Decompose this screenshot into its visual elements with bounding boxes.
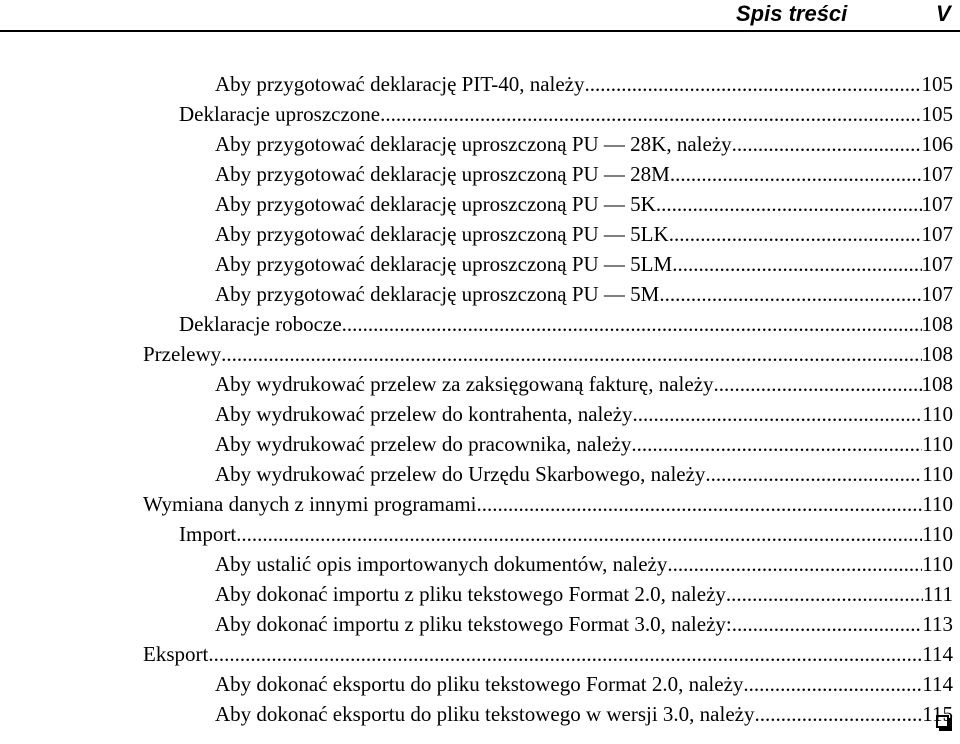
toc-entry[interactable] — [215, 189, 953, 219]
toc-entry[interactable] — [179, 519, 953, 549]
toc-entry[interactable] — [215, 279, 953, 309]
toc-entry[interactable] — [179, 99, 953, 129]
toc-entry-page-number: 108 — [921, 372, 953, 396]
toc-entry-title: Aby dokonać importu z pliku tekstowego Format 2.0, należy — [215, 582, 726, 606]
toc-entry-title: Aby przygotować deklarację uproszczoną PU — 5M — [215, 282, 660, 306]
toc-entry[interactable] — [215, 399, 953, 429]
toc-entry[interactable] — [215, 429, 953, 459]
toc-dot-leader — [236, 519, 922, 549]
toc-dot-leader — [669, 219, 922, 249]
toc-entry-page-number: 107 — [921, 162, 953, 186]
toc-entry-page-number: 110 — [922, 402, 953, 426]
toc-entry[interactable] — [215, 249, 953, 279]
toc-dot-leader — [633, 399, 923, 429]
toc-dot-leader — [342, 309, 922, 339]
toc-dot-leader — [754, 699, 922, 729]
toc-entry-page-number: 113 — [922, 612, 953, 636]
toc-entry-title: Aby wydrukować przelew do Urzędu Skarbowego, należy — [215, 462, 706, 486]
toc-dot-leader — [585, 69, 922, 99]
toc-entry[interactable] — [215, 579, 953, 609]
toc-entry-page-number: 107 — [921, 252, 953, 276]
toc-entry-page-number: 115 — [922, 702, 953, 726]
toc-entry-title: Aby dokonać eksportu do pliku tekstowego Format 2.0, należy — [215, 672, 744, 696]
toc-dot-leader — [656, 189, 922, 219]
toc-dot-leader — [659, 279, 921, 309]
toc-entry[interactable] — [215, 609, 953, 639]
toc-entry-title: Import — [179, 522, 237, 546]
toc-entry-page-number: 111 — [923, 582, 953, 606]
toc-entry-page-number: 107 — [921, 192, 953, 216]
toc-entry[interactable] — [215, 669, 953, 699]
toc-entry-title: Wymiana danych z innymi programami — [143, 492, 477, 516]
toc-entry-page-number: 110 — [922, 522, 953, 546]
toc-dot-leader — [743, 669, 922, 699]
toc-entry[interactable] — [215, 699, 953, 729]
toc-dot-leader — [670, 159, 922, 189]
toc-entry-title: Aby wydrukować przelew do pracownika, należy — [215, 432, 632, 456]
toc-entry-page-number: 110 — [922, 462, 953, 486]
toc-entry-page-number: 108 — [921, 312, 953, 336]
toc-entry-title: Aby ustalić opis importowanych dokumentów, należy — [215, 552, 668, 576]
toc-entry-title: Aby wydrukować przelew za zaksięgowaną fakturę, należy — [215, 372, 714, 396]
toc-entry-title: Deklaracje robocze — [179, 312, 342, 336]
toc-entry-page-number: 106 — [921, 132, 953, 156]
toc-entry[interactable] — [143, 339, 953, 369]
toc-entry-page-number: 107 — [921, 282, 953, 306]
toc-entry-page-number: 107 — [921, 222, 953, 246]
header-page-numeral: V — [936, 1, 951, 26]
toc-dot-leader — [476, 489, 922, 519]
toc-entry[interactable] — [215, 69, 953, 99]
toc-entry-title: Aby przygotować deklarację uproszczoną PU — 5K — [215, 192, 656, 216]
toc-dot-leader — [667, 549, 922, 579]
end-of-section-box-icon — [936, 715, 949, 728]
toc-entry-title: Aby przygotować deklarację uproszczoną PU — 5LK — [215, 222, 669, 246]
toc-entry-title: Aby przygotować deklarację PIT-40, należy — [215, 72, 585, 96]
toc-entry-title: Aby przygotować deklarację uproszczoną PU — 28K, należy — [215, 132, 732, 156]
toc-entry-title: Przelewy — [143, 342, 222, 366]
toc-entry-page-number: 110 — [922, 552, 953, 576]
toc-dot-leader — [714, 369, 922, 399]
toc-entry-page-number: 105 — [921, 72, 953, 96]
toc-entry[interactable] — [215, 369, 953, 399]
toc-entry-title: Aby dokonać importu z pliku tekstowego Format 3.0, należy: — [215, 612, 732, 636]
toc-entry[interactable] — [215, 129, 953, 159]
toc-entry-title: Aby wydrukować przelew do kontrahenta, należy — [215, 402, 633, 426]
toc-entry-title: Aby dokonać eksportu do pliku tekstowego w wersji 3.0, należy — [215, 702, 755, 726]
toc-entry-page-number: 110 — [922, 432, 953, 456]
toc-dot-leader — [705, 459, 922, 489]
toc-dot-leader — [208, 639, 922, 669]
toc-entry-title: Aby przygotować deklarację uproszczoną PU — 28M — [215, 162, 670, 186]
toc-entry[interactable] — [215, 549, 953, 579]
toc-dot-leader — [380, 99, 921, 129]
toc-dot-leader — [726, 579, 923, 609]
toc-dot-leader — [221, 339, 921, 369]
header-title: Spis treści — [736, 1, 848, 26]
toc-entry-title: Aby przygotować deklarację uproszczoną PU — 5LM — [215, 252, 673, 276]
toc-entry[interactable] — [215, 159, 953, 189]
toc-entry-title: Eksport — [143, 642, 209, 666]
toc-dot-leader — [672, 249, 921, 279]
toc-dot-leader — [732, 609, 923, 639]
toc-entry-page-number: 114 — [922, 672, 953, 696]
toc-entry-page-number: 114 — [922, 642, 953, 666]
toc-entry-page-number: 110 — [922, 492, 953, 516]
toc-entry[interactable] — [179, 309, 953, 339]
toc-entry[interactable] — [143, 639, 953, 669]
toc-entry[interactable] — [143, 489, 953, 519]
toc-entry-page-number: 105 — [921, 102, 953, 126]
toc-entry-page-number: 108 — [921, 342, 953, 366]
toc-entry[interactable] — [215, 219, 953, 249]
header-rule — [0, 30, 960, 32]
toc-entry-title: Deklaracje uproszczone — [179, 102, 381, 126]
toc-dot-leader — [732, 129, 922, 159]
toc-dot-leader — [631, 429, 922, 459]
toc-entry[interactable] — [215, 459, 953, 489]
page-header — [0, 0, 960, 40]
